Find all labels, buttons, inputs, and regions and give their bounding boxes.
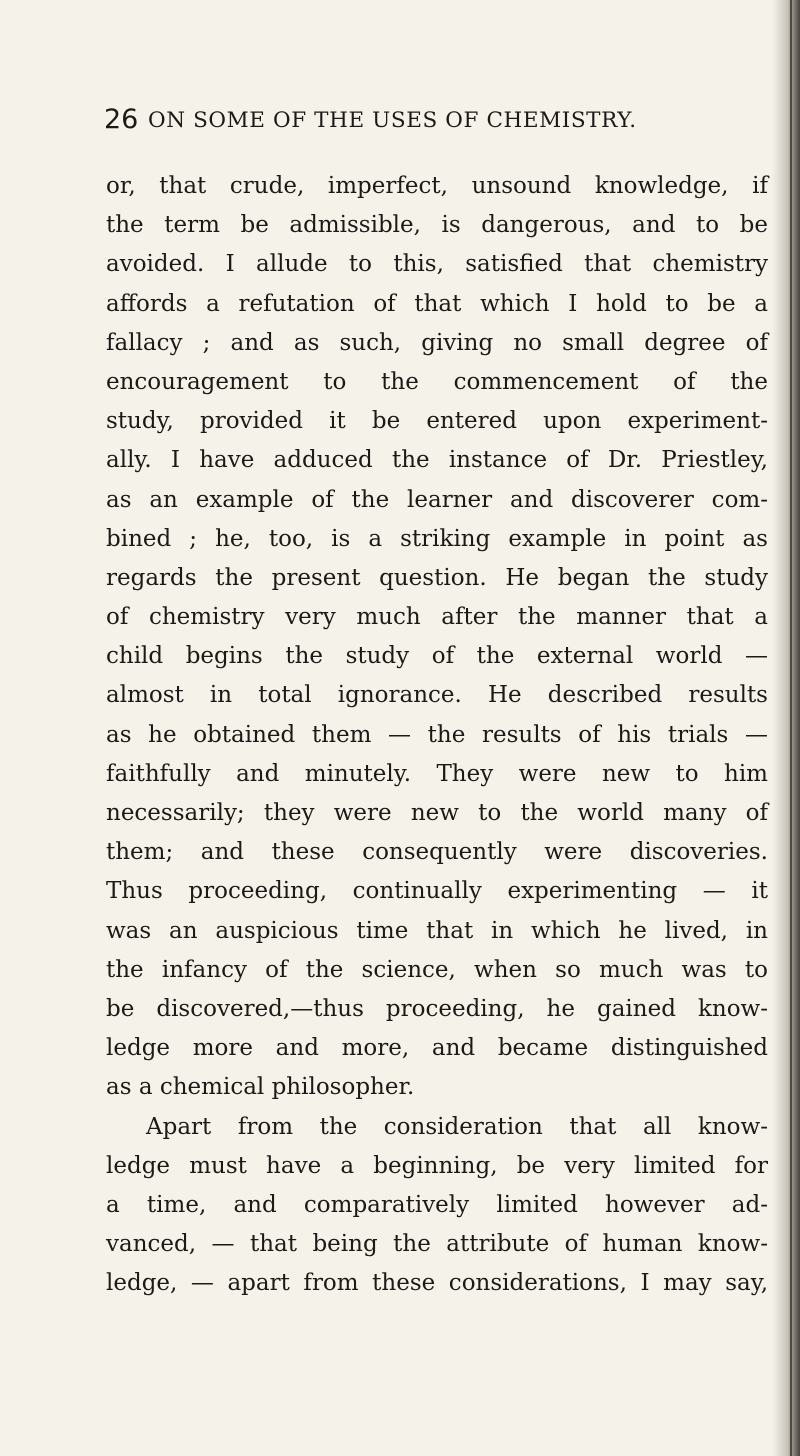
text-line: encouragement to the commencement of the: [106, 368, 768, 395]
text-line: necessarily; they were new to the world many of: [106, 800, 768, 826]
text-line: faithfully and minutely. They were new to him: [106, 760, 768, 787]
text-line: Thus proceeding, continually experimenting — it: [106, 878, 768, 905]
text-line: be discovered,—thus proceeding, he gained know-: [106, 995, 768, 1022]
page-edge: [790, 0, 792, 1456]
text-line: the term be admissible, is dangerous, and to be: [106, 212, 768, 239]
text-line: a time, and comparatively limited however ad-: [106, 1191, 768, 1218]
text-line: fallacy ; and as such, giving no small degree of: [106, 329, 768, 356]
text-line: child begins the study of the external world —: [106, 643, 768, 670]
text-line: bined ; he, too, is a striking example in point as: [106, 525, 768, 552]
text-line: as an example of the learner and discoverer com-: [106, 486, 768, 513]
page-gutter-shadow: [772, 0, 800, 1456]
body-text: [106, 167, 768, 1303]
text-line: or, that crude, imperfect, unsound knowledge, if: [106, 173, 768, 199]
text-line: avoided. I allude to this, satisfied that chemistry: [106, 251, 768, 278]
running-title: ON SOME OF THE USES OF CHEMISTRY.: [148, 108, 637, 133]
text-line: ledge must have a beginning, be very limited for: [106, 1152, 768, 1179]
paragraph-end-line: as a chemical philosopher.: [106, 1074, 415, 1101]
text-line: of chemistry very much after the manner that a: [106, 604, 768, 631]
text-line: them; and these consequently were discoveries.: [106, 839, 768, 866]
text-line: almost in total ignorance. He described results: [106, 682, 768, 709]
running-header: [104, 101, 764, 141]
text-line: ledge more and more, and became distinguished: [106, 1035, 768, 1062]
text-line: study, provided it be entered upon experiment-: [106, 408, 768, 435]
paragraph-start-line: Apart from the consideration that all know-: [146, 1113, 768, 1140]
text-line: ledge, — apart from these considerations, I may say,: [106, 1270, 768, 1297]
page-number: 26: [104, 104, 139, 135]
text-line: the infancy of the science, when so much was to: [106, 956, 768, 983]
text-line: was an auspicious time that in which he lived, in: [106, 917, 768, 944]
text-line: vanced, — that being the attribute of human know-: [106, 1231, 768, 1258]
text-line: affords a refutation of that which I hold to be a: [106, 290, 768, 317]
text-line: regards the present question. He began the study: [106, 564, 768, 591]
text-line: as he obtained them — the results of his trials —: [106, 721, 768, 748]
text-line: ally. I have adduced the instance of Dr. Priestley,: [106, 447, 768, 474]
